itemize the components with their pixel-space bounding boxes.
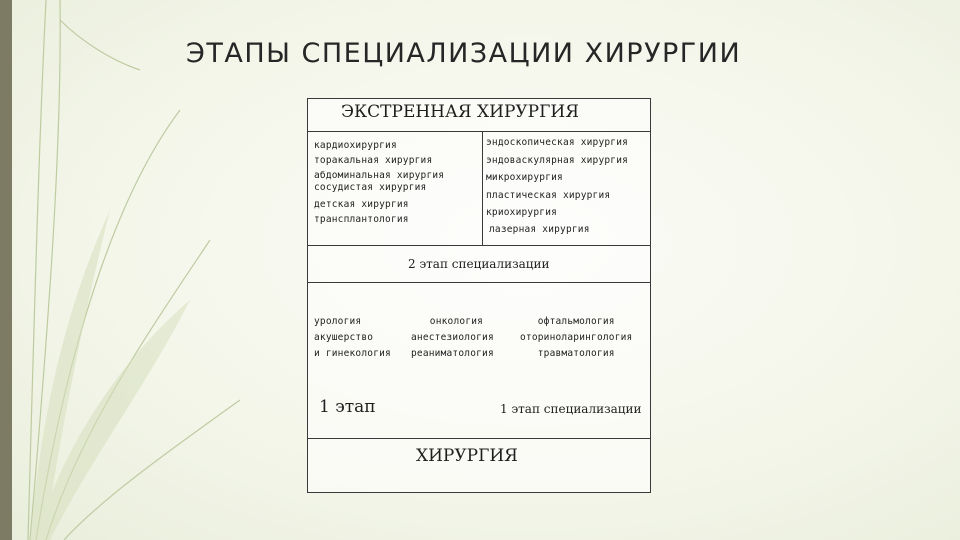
list-item: детская хирургия — [314, 199, 409, 210]
list-item: микрохирургия — [486, 172, 563, 183]
emergency-heading-divider — [307, 131, 651, 132]
stage1-short-label: 1 этап — [319, 397, 376, 417]
stage2-label: 2 этап специализации — [408, 257, 550, 271]
slide-title: ЭТАПЫ СПЕЦИАЛИЗАЦИИ ХИРУРГИИ — [186, 38, 742, 69]
emergency-left-list — [314, 138, 444, 227]
stage1-label: 1 этап специализации — [500, 402, 642, 416]
list-item: пластическая хирургия — [486, 190, 611, 201]
list-item: офтальмология — [537, 316, 615, 327]
stage2-column-1 — [314, 314, 391, 362]
emergency-heading: ЭКСТРЕННАЯ ХИРУРГИЯ — [341, 102, 579, 122]
list-item: акушерство — [314, 332, 374, 343]
decorative-leaf-lines — [0, 0, 260, 540]
list-item: кардиохирургия — [314, 140, 397, 151]
list-item: реаниматология — [411, 348, 494, 359]
list-item: торакальная хирургия — [314, 155, 433, 166]
list-item: эндоскопическая хирургия — [486, 137, 629, 148]
emergency-right-list — [486, 135, 628, 237]
list-item: травматология — [537, 348, 615, 359]
emergency-surgery-box — [307, 98, 651, 246]
list-item: онкология — [429, 316, 484, 327]
list-item: абдоминальная хирургия — [314, 170, 445, 181]
stage2-specialties-box — [307, 282, 651, 439]
emergency-column-divider — [482, 131, 483, 245]
stage2-column-3 — [520, 314, 632, 362]
stage2-label-box — [307, 245, 651, 283]
surgery-label: ХИРУРГИЯ — [416, 446, 518, 466]
specialization-diagram — [307, 98, 651, 493]
list-item: криохирургия — [486, 207, 558, 218]
list-item: и гинекология — [314, 348, 391, 359]
list-item: эндоваскулярная хирургия — [486, 155, 629, 166]
list-item: трансплантология — [314, 214, 409, 225]
list-item: сосудистая хирургия — [314, 182, 427, 193]
list-item: лазерная хирургия — [489, 224, 590, 235]
stage2-column-2 — [411, 314, 494, 362]
list-item: урология — [314, 316, 362, 327]
surgery-base-box — [307, 438, 651, 493]
list-item: оториноларингология — [520, 332, 633, 343]
list-item: анестезиология — [411, 332, 494, 343]
